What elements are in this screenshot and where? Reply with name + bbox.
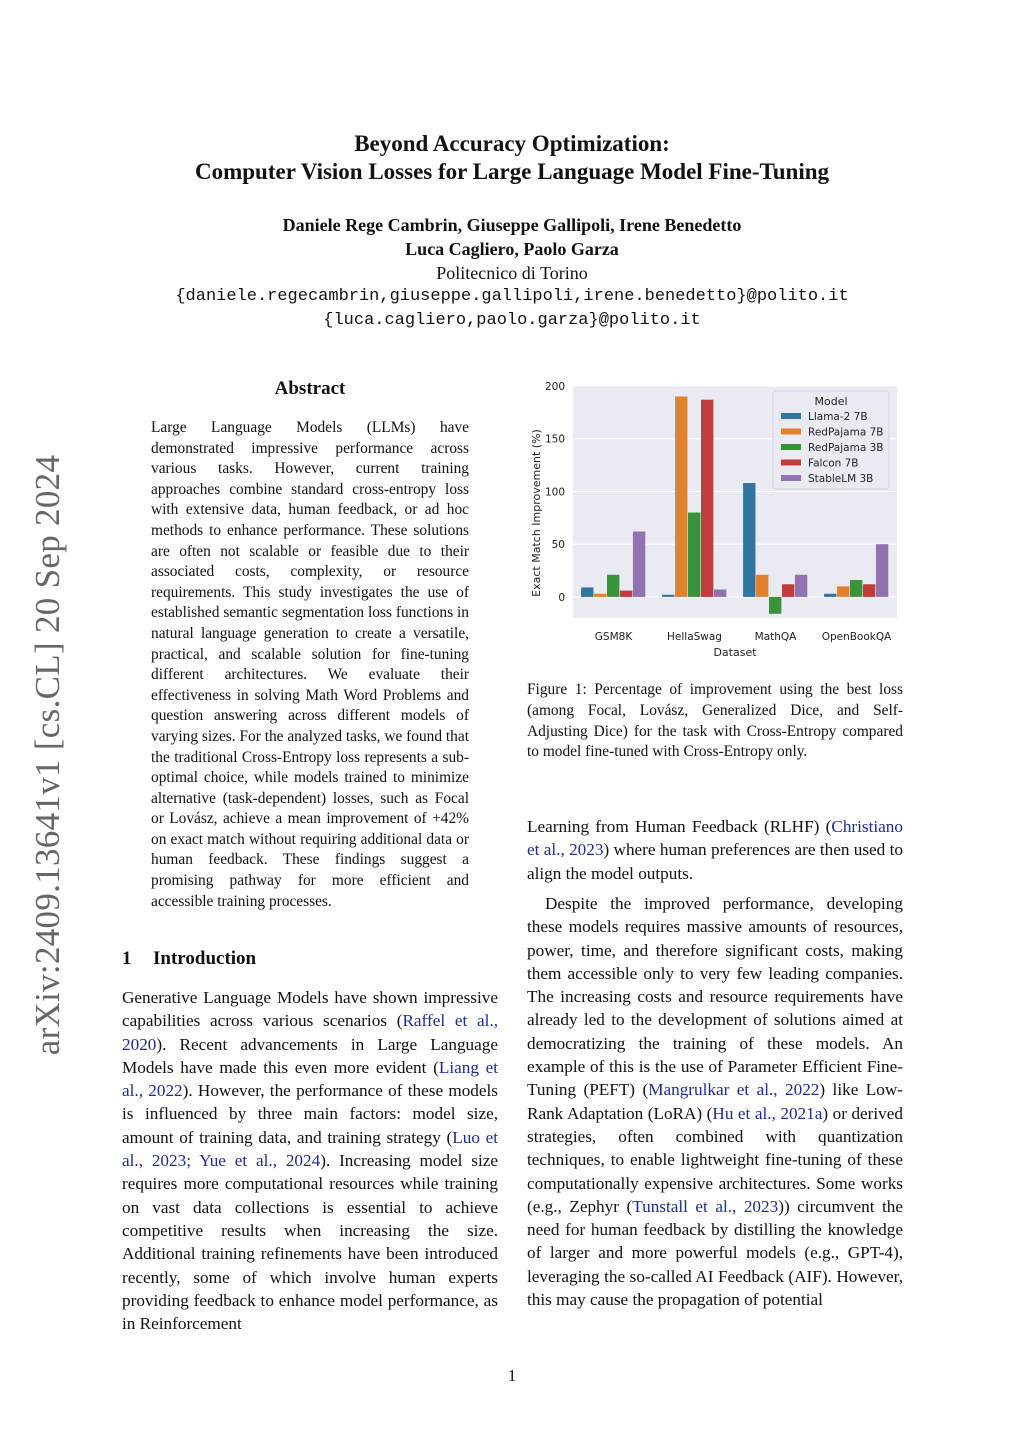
affiliation: Politecnico di Torino <box>436 263 588 283</box>
bar-GSM8K-RedPajama-7B <box>594 594 606 597</box>
section-title: Introduction <box>153 948 257 969</box>
bar-GSM8K-StableLM-3B <box>633 532 645 597</box>
y-tick-label: 200 <box>544 381 565 393</box>
page-number: 1 <box>507 1366 517 1385</box>
text-run: ). Recent advancements in Large Language Models have made this even more evident ( <box>122 1034 498 1077</box>
bar-OpenBookQA-StableLM-3B <box>876 544 888 597</box>
text-run: Despite the improved performance, developing these models requires massive amounts of resources, power, time, and therefore significant costs, making them accessible only to very few leading companies. The increasing costs and resource requirements have already led to the development of solutions aimed at democratizing the training of these models. An example of this is the use of Parameter Efficient Fine-Tuning (PEFT) ( <box>527 894 903 1100</box>
legend-label: Llama-2 7B <box>808 411 868 423</box>
y-tick-label: 50 <box>551 539 565 552</box>
x-tick-label: MathQA <box>754 631 797 643</box>
bar-HellaSwag-RedPajama-7B <box>675 397 687 597</box>
text-run: ) or derived strategies, often combined with quantization techniques, to enable lightweight fine-tuning of these computationally expensive architectures. Some works (e.g., Zephyr ( <box>527 1103 903 1216</box>
legend-title: Model <box>814 395 848 408</box>
legend-swatch <box>781 460 801 466</box>
section-number: 1 <box>122 948 132 969</box>
chart-legend <box>773 391 889 489</box>
bar-MathQA-Falcon-7B <box>782 584 794 597</box>
legend-swatch <box>781 413 801 419</box>
bar-MathQA-RedPajama-3B <box>769 597 781 614</box>
citation-link[interactable]: Luo et al., 2023; Yue et al., 2024 <box>122 1127 498 1171</box>
y-tick-label: 0 <box>558 591 565 604</box>
email-line-2: {luca.cagliero,paolo.garza}@polito.it <box>323 311 701 330</box>
citation-link[interactable]: Christiano et al., 2023 <box>527 817 903 860</box>
legend-label: RedPajama 3B <box>808 442 884 454</box>
text-run: ). Increasing model size requires more computational resources while training on vast data collections is essential to achieve competitive results when increasing the size. Additional training refinements have been introduced recently, some of which involve human experts providing feedback to enhance model performance, as in Reinforcement <box>122 1151 499 1334</box>
x-tick-label: HellaSwag <box>667 631 722 643</box>
legend-swatch <box>781 429 801 435</box>
abstract-heading: Abstract <box>274 378 346 399</box>
bar-HellaSwag-RedPajama-3B <box>688 513 700 597</box>
email-line-1: {daniele.regecambrin,giuseppe.gallipoli,irene.benedetto}@polito.it <box>175 287 849 306</box>
citation-link[interactable]: Tunstall et al., 2023 <box>632 1196 779 1216</box>
bar-MathQA-Llama-2-7B <box>743 483 755 597</box>
x-axis-label: Dataset <box>713 646 757 659</box>
bar-HellaSwag-Llama-2-7B <box>662 595 674 597</box>
citation-link[interactable]: Mangrulkar et al., 2022 <box>648 1080 820 1100</box>
arxiv-sidebar <box>18 450 78 1060</box>
figure-1-caption: Figure 1: Percentage of improvement using the best loss (among Focal, Lovász, Generalized Dice, and Self-Adjusting Dice) for the task with Cross-Entropy compared to model fine-tuned with Cross-Entropy only. <box>527 681 903 761</box>
bar-HellaSwag-Falcon-7B <box>701 400 713 597</box>
legend-swatch <box>781 444 801 450</box>
bar-HellaSwag-StableLM-3B <box>714 590 726 597</box>
citation-link[interactable]: Liang et al., 2022 <box>122 1057 498 1101</box>
x-tick-label: GSM8K <box>594 631 633 643</box>
bar-OpenBookQA-RedPajama-3B <box>850 580 862 597</box>
bar-MathQA-StableLM-3B <box>795 575 807 597</box>
title-line-2: Computer Vision Losses for Large Language Model Fine-Tuning <box>194 159 830 184</box>
intro-paragraph-1-continued <box>527 815 903 885</box>
figure-1-bar-chart <box>525 378 905 663</box>
legend-label: RedPajama 7B <box>808 426 884 439</box>
title-line-1: Beyond Accuracy Optimization: <box>354 131 670 156</box>
legend-swatch <box>781 475 801 481</box>
bar-OpenBookQA-Falcon-7B <box>863 584 875 597</box>
y-tick-label: 100 <box>544 486 565 499</box>
text-run: Generative Language Models have shown impressive capabilities across various scenarios ( <box>122 988 498 1031</box>
bar-GSM8K-Llama-2-7B <box>581 587 593 596</box>
legend-label: StableLM 3B <box>808 473 874 485</box>
authors-line-2: Luca Cagliero, Paolo Garza <box>405 239 619 259</box>
text-run: ) where human preferences are then used to align the model outputs. <box>527 840 903 883</box>
citation-link[interactable]: Hu et al., 2021a <box>712 1103 823 1123</box>
intro-paragraph-1 <box>122 986 498 1335</box>
intro-paragraph-2 <box>527 892 903 1311</box>
bar-GSM8K-RedPajama-3B <box>607 575 619 597</box>
bar-GSM8K-Falcon-7B <box>620 591 632 597</box>
text-run: )) circumvent the need for human feedback by distilling the knowledge of larger and more powerful models (e.g., GPT-4), leveraging the so-called AI Feedback (AIF). However, this may cause the propagation of potential <box>527 1196 903 1310</box>
bar-MathQA-RedPajama-7B <box>756 575 768 597</box>
paper-title <box>0 130 1024 186</box>
text-run: ) like Low-Rank Adaptation (LoRA) ( <box>527 1080 903 1123</box>
bar-OpenBookQA-RedPajama-7B <box>837 586 849 597</box>
arxiv-identifier: arXiv:2409.13641v1 [cs.CL] 20 Sep 2024 <box>28 454 67 1056</box>
text-run: Learning from Human Feedback (RLHF) ( <box>527 817 832 836</box>
y-axis-label: Exact Match Improvement (%) <box>530 429 543 597</box>
legend-label: Falcon 7B <box>808 457 859 470</box>
x-tick-label: OpenBookQA <box>821 631 892 643</box>
y-tick-label: 150 <box>544 433 565 446</box>
text-run: ). However, the performance of these models is influenced by three main factors: model size, amount of training data, and training strategy ( <box>122 1081 498 1147</box>
citation-link[interactable]: Raffel et al., 2020 <box>122 1011 498 1054</box>
abstract-text: Large Language Models (LLMs) have demonstrated impressive performance across various tasks. However, current training approaches combine standard cross-entropy loss with extensive data, human feedback, or ad hoc methods to enhance performance. These solutions are often not scalable or feasible due to their associated costs, complexity, or resource requirements. This study investigates the use of established semantic segmentation loss functions in natural language generation to create a versatile, practical, and scalable solution for fine-tuning different architectures. We evaluate their effectiveness in solving Math Word Problems and question answering across different models of varying sizes. For the analyzed tasks, we found that the traditional Cross-Entropy loss represents a sub-optimal choice, while models trained to minimize alternative (task-dependent) losses, such as Focal or Lovász, achieve a mean improvement of +42% on exact match without requiring additional data or human feedback. These findings suggest a promising pathway for more efficient and accessible training processes. <box>151 419 469 910</box>
section-heading-introduction <box>122 948 256 970</box>
authors-line-1: Daniele Rege Cambrin, Giuseppe Gallipoli, Irene Benedetto <box>282 215 742 235</box>
bar-OpenBookQA-Llama-2-7B <box>824 594 836 597</box>
author-block <box>0 213 1024 333</box>
